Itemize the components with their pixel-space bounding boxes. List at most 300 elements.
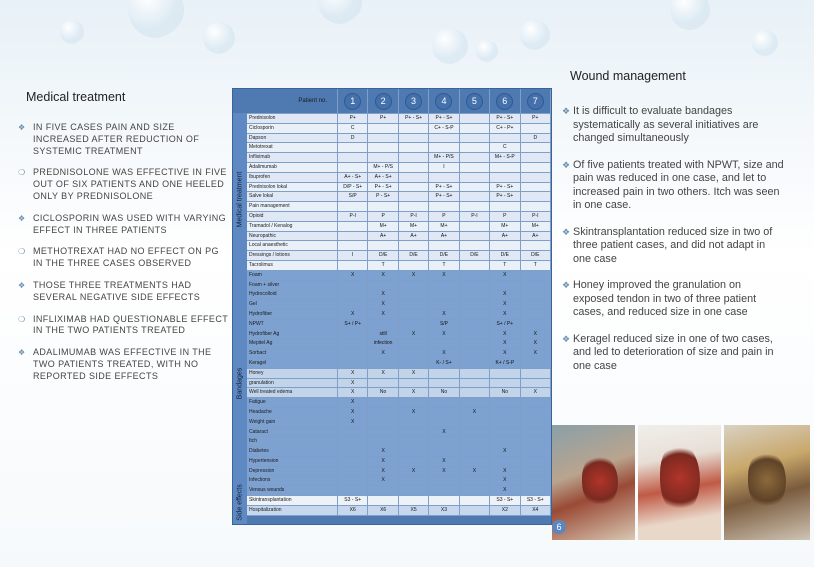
row-label: Diabetes <box>247 447 338 457</box>
table-cell <box>459 123 489 133</box>
table-cell: M+ - P/S <box>429 153 459 163</box>
table-cell <box>490 368 520 378</box>
table-cell: X2 <box>490 505 520 515</box>
decor-bubble <box>60 20 84 44</box>
table-cell <box>520 309 550 319</box>
table-cell <box>490 172 520 182</box>
decor-bubble <box>520 20 550 50</box>
table-cell: X <box>398 368 428 378</box>
table-cell <box>459 221 489 231</box>
table-cell <box>368 241 398 251</box>
table-row <box>247 349 551 359</box>
table-cell: P+ - S+ <box>368 182 398 192</box>
table-cell <box>520 123 550 133</box>
row-label: Hydrocolloid <box>247 290 338 300</box>
table-cell: S/P <box>429 319 459 329</box>
bullet-item: ❖ Of five patients treated with NPWT, size and pain was reduced in one case, and let to increased pain in two others. Itch was seen in one case. <box>562 158 784 211</box>
table-cell <box>338 466 368 476</box>
table-cell: P-I <box>459 211 489 221</box>
row-label: Gel <box>247 300 338 310</box>
bullet-item: ❍ METHOTREXAT HAD NO EFFECT ON PG IN THE THREE CASES OBSERVED <box>18 246 219 269</box>
table-cell: D/E <box>490 251 520 261</box>
table-cell: X <box>520 339 550 349</box>
table-cell <box>520 486 550 496</box>
table-cell <box>459 182 489 192</box>
row-label: Foam + silver <box>247 280 338 290</box>
table-row <box>247 309 551 319</box>
table-cell <box>398 349 428 359</box>
table-cell <box>429 378 459 388</box>
table-row <box>247 388 551 398</box>
table-row <box>247 251 551 261</box>
table-cell: X <box>398 388 428 398</box>
table-cell: S+ / P+ <box>490 319 520 329</box>
table-cell: S3 - S+ <box>490 496 520 506</box>
table-cell <box>520 280 550 290</box>
table-cell <box>490 162 520 172</box>
table-cell <box>520 476 550 486</box>
bullet-icon: ❖ <box>18 280 26 290</box>
table-cell: T <box>429 260 459 270</box>
table-cell <box>520 143 550 153</box>
table-cell: A+ <box>368 231 398 241</box>
table-cell <box>398 437 428 447</box>
table-cell <box>338 339 368 349</box>
table-cell <box>520 466 550 476</box>
table-cell <box>490 202 520 212</box>
table-cell <box>368 153 398 163</box>
bullet-item: ❖ ADALIMUMAB WAS EFFECTIVE IN THE TWO PATIENTS TREATED, WITH NO REPORTED SIDE EFFECTS <box>18 347 212 381</box>
table-cell <box>398 143 428 153</box>
table-cell <box>338 221 368 231</box>
table-cell <box>338 329 368 339</box>
table-cell: X <box>490 466 520 476</box>
table-cell <box>520 153 550 163</box>
section-label-medical: Medical treatment <box>233 113 247 285</box>
table-cell: X <box>429 466 459 476</box>
patient-grid <box>247 89 551 516</box>
bullet-item: ❖ Skintransplantation reduced size in two of three patient cases, and did not adapt in one case <box>562 225 773 265</box>
table-cell <box>368 398 398 408</box>
table-cell: M+ <box>520 221 550 231</box>
table-row <box>247 221 551 231</box>
table-cell <box>459 319 489 329</box>
table-cell <box>398 496 428 506</box>
table-cell <box>490 456 520 466</box>
table-cell <box>459 427 489 437</box>
table-cell: X <box>338 417 368 427</box>
table-cell: T <box>368 260 398 270</box>
table-cell <box>459 447 489 457</box>
table-cell: P+ - S+ <box>490 192 520 202</box>
row-label: Prednisolon lokal <box>247 182 338 192</box>
row-label: Tacrolimus <box>247 260 338 270</box>
row-label: Hospitalization <box>247 505 338 515</box>
patient-number-6: 6 <box>496 93 513 110</box>
table-cell <box>520 368 550 378</box>
table-cell: X <box>490 270 520 280</box>
table-cell: P+ - S+ <box>429 182 459 192</box>
table-cell: A+ <box>429 231 459 241</box>
table-cell: X <box>398 329 428 339</box>
table-cell: M+ - S-P <box>490 153 520 163</box>
table-cell <box>398 417 428 427</box>
row-label: Hypertension <box>247 456 338 466</box>
table-row <box>247 182 551 192</box>
table-cell: M+ <box>490 221 520 231</box>
table-row <box>247 407 551 417</box>
table-cell: M+ <box>429 221 459 231</box>
table-cell: X <box>459 407 489 417</box>
table-cell <box>338 349 368 359</box>
table-cell <box>398 398 428 408</box>
bullet-item: ❖ It is difficult to evaluate bandages systematically as several initiatives are changed simultaneously <box>562 105 759 144</box>
row-label: granulation <box>247 378 338 388</box>
table-cell <box>459 456 489 466</box>
table-cell <box>429 437 459 447</box>
table-cell <box>459 496 489 506</box>
table-cell <box>368 133 398 143</box>
table-cell <box>368 280 398 290</box>
table-cell <box>429 202 459 212</box>
table-cell <box>490 280 520 290</box>
table-cell: P-I <box>520 211 550 221</box>
table-cell <box>398 319 428 329</box>
table-cell: X <box>338 270 368 280</box>
table-cell: X <box>520 349 550 359</box>
table-cell <box>368 123 398 133</box>
table-cell: A+ - S+ <box>368 172 398 182</box>
table-cell: A+ <box>520 231 550 241</box>
table-cell <box>520 378 550 388</box>
table-cell: No <box>368 388 398 398</box>
table-row <box>247 143 551 153</box>
table-cell: P - S+ <box>368 192 398 202</box>
table-cell: S/P <box>338 192 368 202</box>
table-cell: S+ / P+ <box>338 319 368 329</box>
table-cell <box>398 358 428 368</box>
table-cell <box>490 437 520 447</box>
table-cell <box>429 398 459 408</box>
table-cell: X <box>368 309 398 319</box>
table-cell <box>368 378 398 388</box>
table-cell: X <box>490 329 520 339</box>
row-label: Pain management <box>247 202 338 212</box>
bullet-icon: ❍ <box>18 314 26 324</box>
table-row <box>247 241 551 251</box>
table-cell <box>368 407 398 417</box>
table-cell: X <box>398 466 428 476</box>
bullet-icon: ❖ <box>562 333 571 344</box>
wound-area <box>582 455 618 507</box>
table-row <box>247 456 551 466</box>
table-cell <box>429 300 459 310</box>
table-cell: P <box>490 211 520 221</box>
table-cell <box>398 182 428 192</box>
table-cell <box>520 182 550 192</box>
table-cell: X <box>368 447 398 457</box>
table-cell: X <box>490 300 520 310</box>
table-cell: P+ - S+ <box>429 192 459 202</box>
row-label: Depression <box>247 466 338 476</box>
wound-photos <box>552 425 810 540</box>
table-cell <box>520 241 550 251</box>
section-label-bandages: Bandages <box>233 285 247 481</box>
table-cell: X <box>368 349 398 359</box>
row-label: Ciclosporin <box>247 123 338 133</box>
table-cell <box>338 456 368 466</box>
table-cell <box>398 486 428 496</box>
table-row <box>247 447 551 457</box>
row-label: Ibuprofen <box>247 172 338 182</box>
wound-area <box>660 443 700 513</box>
table-cell: X <box>429 456 459 466</box>
table-cell <box>459 417 489 427</box>
section-label-side-effects: Side effects <box>233 481 247 524</box>
bullet-item: ❖ THOSE THREE TREATMENTS HAD SEVERAL NEGATIVE SIDE EFFECTS <box>18 279 201 302</box>
table-row <box>247 466 551 476</box>
table-cell <box>429 133 459 143</box>
table-cell <box>368 202 398 212</box>
row-label: NPWT <box>247 319 338 329</box>
table-row <box>247 417 551 427</box>
table-cell <box>459 388 489 398</box>
table-cell: X <box>429 349 459 359</box>
table-cell: I <box>338 251 368 261</box>
table-cell <box>398 378 428 388</box>
table-cell <box>459 143 489 153</box>
table-cell: P+ <box>368 114 398 124</box>
table-cell <box>429 496 459 506</box>
table-cell <box>368 358 398 368</box>
table-cell: X <box>459 466 489 476</box>
table-cell: P-I <box>398 211 428 221</box>
table-cell <box>459 300 489 310</box>
table-cell <box>520 162 550 172</box>
table-cell <box>459 358 489 368</box>
table-cell: X <box>368 300 398 310</box>
table-cell <box>520 300 550 310</box>
table-cell <box>338 231 368 241</box>
table-cell <box>338 260 368 270</box>
wound-photo-2 <box>638 425 721 540</box>
wound-management-bullets <box>562 105 784 373</box>
table-cell: X <box>520 329 550 339</box>
table-cell <box>338 202 368 212</box>
table-cell <box>459 260 489 270</box>
table-cell <box>520 202 550 212</box>
row-label: Keragel <box>247 358 338 368</box>
table-cell <box>398 260 428 270</box>
table-cell <box>429 143 459 153</box>
table-cell: D <box>520 133 550 143</box>
table-cell: No <box>490 388 520 398</box>
table-row <box>247 300 551 310</box>
table-cell <box>459 133 489 143</box>
table-row <box>247 172 551 182</box>
table-cell: X <box>338 309 368 319</box>
table-cell: X <box>490 339 520 349</box>
patient-overview-table <box>232 88 552 525</box>
table-cell <box>520 456 550 466</box>
table-cell: X <box>338 378 368 388</box>
table-cell <box>520 407 550 417</box>
row-label: Cataract <box>247 427 338 437</box>
row-label: Salve lokal <box>247 192 338 202</box>
table-cell: X <box>490 486 520 496</box>
patient-number-3: 3 <box>405 93 422 110</box>
table-cell <box>459 398 489 408</box>
row-label: Infections <box>247 476 338 486</box>
table-cell <box>429 368 459 378</box>
table-cell <box>398 300 428 310</box>
table-cell: D/E <box>398 251 428 261</box>
table-cell <box>398 427 428 437</box>
table-cell <box>520 270 550 280</box>
table-cell: X <box>338 368 368 378</box>
table-cell: No <box>429 388 459 398</box>
row-label: Adalimumab <box>247 162 338 172</box>
row-label: Foam <box>247 270 338 280</box>
decor-bubble <box>432 28 468 64</box>
table-cell <box>520 447 550 457</box>
row-label: Honey <box>247 368 338 378</box>
table-cell <box>368 427 398 437</box>
row-label: Hydrofiber <box>247 309 338 319</box>
table-cell: M+ <box>368 221 398 231</box>
table-cell <box>459 231 489 241</box>
table-cell: infection <box>368 339 398 349</box>
table-cell: P+ - S+ <box>429 114 459 124</box>
table-row <box>247 319 551 329</box>
table-cell <box>459 505 489 515</box>
table-cell <box>459 241 489 251</box>
table-row <box>247 153 551 163</box>
table-cell <box>338 162 368 172</box>
table-cell: X <box>398 270 428 280</box>
table-cell <box>459 114 489 124</box>
table-cell <box>429 417 459 427</box>
table-cell: X <box>429 329 459 339</box>
table-cell: P+ - S+ <box>398 114 428 124</box>
table-cell: A+ <box>398 231 428 241</box>
table-cell: P-I <box>338 211 368 221</box>
table-cell <box>520 172 550 182</box>
table-cell <box>520 290 550 300</box>
table-cell <box>398 447 428 457</box>
wound-management-title: Wound management <box>570 69 686 83</box>
table-cell: K- / S+ <box>429 358 459 368</box>
table-cell <box>520 398 550 408</box>
bullet-icon: ❍ <box>18 168 26 178</box>
table-cell <box>459 172 489 182</box>
table-row <box>247 192 551 202</box>
table-cell: A+ - S+ <box>338 172 368 182</box>
bullet-item: ❖ CICLOSPORIN WAS USED WITH VARYING EFFECT IN THREE PATIENTS <box>18 212 227 235</box>
table-cell: X <box>429 270 459 280</box>
table-cell <box>459 349 489 359</box>
table-cell <box>398 123 428 133</box>
table-cell <box>429 339 459 349</box>
table-cell <box>368 143 398 153</box>
table-cell <box>459 329 489 339</box>
table-cell: P+ <box>520 114 550 124</box>
table-cell: X6 <box>368 505 398 515</box>
patient-number-4: 4 <box>435 93 452 110</box>
table-cell <box>459 368 489 378</box>
decor-bubble <box>476 40 498 62</box>
row-label: Dapson <box>247 133 338 143</box>
row-label: Itch <box>247 437 338 447</box>
table-cell <box>338 447 368 457</box>
bullet-item: ❖ Honey improved the granulation on exposed tendon in two of three patient cases, and reduced size in one case <box>562 279 757 318</box>
row-label: Hydrofiber Ag <box>247 329 338 339</box>
table-cell: M+ <box>398 221 428 231</box>
bullet-icon: ❖ <box>18 213 26 223</box>
table-cell: X <box>368 476 398 486</box>
table-cell: X6 <box>338 505 368 515</box>
row-label: Well treated edema <box>247 388 338 398</box>
table-cell: X <box>398 407 428 417</box>
table-row <box>247 486 551 496</box>
photo-badge: 6 <box>552 520 566 534</box>
table-cell <box>490 427 520 437</box>
table-cell <box>368 319 398 329</box>
table-cell: P+ <box>338 114 368 124</box>
table-cell <box>338 153 368 163</box>
table-cell <box>398 290 428 300</box>
table-row <box>247 162 551 172</box>
table-cell: T <box>520 260 550 270</box>
table-cell <box>459 486 489 496</box>
table-row <box>247 231 551 241</box>
table-cell <box>459 192 489 202</box>
table-row <box>247 123 551 133</box>
table-cell: X <box>338 388 368 398</box>
row-label: Tramadol / Kenalog <box>247 221 338 231</box>
table-cell <box>520 192 550 202</box>
table-cell: D <box>338 133 368 143</box>
table-cell <box>459 270 489 280</box>
bullet-item: ❖ IN FIVE CASES PAIN AND SIZE INCREASED AFTER REDUCTION OF SYSTEMIC TREATMENT <box>18 122 200 156</box>
table-header-row <box>247 89 551 114</box>
table-cell: X5 <box>398 505 428 515</box>
table-row <box>247 270 551 280</box>
row-label: Opioid <box>247 211 338 221</box>
bullet-icon: ❖ <box>562 280 571 290</box>
row-label: Sorbact <box>247 349 338 359</box>
table-cell <box>429 290 459 300</box>
table-cell: X <box>368 466 398 476</box>
decor-bubble <box>203 22 235 54</box>
table-cell <box>520 319 550 329</box>
table-cell <box>398 162 428 172</box>
table-cell <box>429 476 459 486</box>
bullet-icon: ❖ <box>562 106 571 116</box>
table-cell <box>459 309 489 319</box>
bullet-icon: ❖ <box>18 123 26 132</box>
table-cell: X <box>490 447 520 457</box>
table-cell: X <box>490 349 520 359</box>
table-cell <box>368 437 398 447</box>
table-cell: C <box>338 123 368 133</box>
table-cell <box>459 153 489 163</box>
table-cell <box>429 172 459 182</box>
table-cell: still <box>368 329 398 339</box>
table-row <box>247 437 551 447</box>
table-row <box>247 114 551 124</box>
table-cell <box>398 476 428 486</box>
